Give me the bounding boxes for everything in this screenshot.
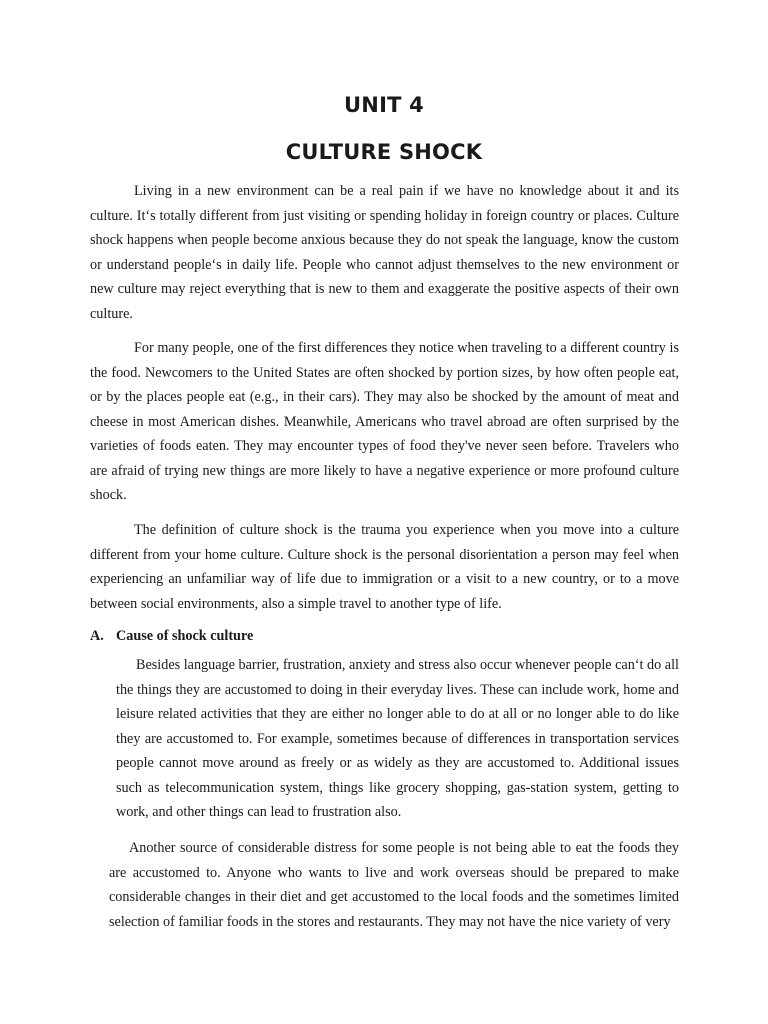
section-a-paragraph-1-text: Besides language barrier, frustration, anxiety and stress also occur whenever people can‘t do all the things they are accustomed to doing in their everyday lives. These can include work, home and leisure related activities that they are either no longer able to do at all or no longer able to do like they are accustomed to. For example, sometimes because of differences in transportation services people cannot move around as freely or as widely as they are accustomed to. Additional issues such as telecommunication system, things like grocery shopping, gas-station system, getting to work, and other things can lead to frustration also. — [116, 657, 679, 820]
body-paragraph-3 — [90, 518, 679, 616]
section-a-paragraph-1 — [116, 653, 679, 825]
section-a-paragraph-2-text: Another source of considerable distress for some people is not being able to eat the foods they are accustomed to. Anyone who wants to live and work overseas should be prepared to make considerable changes in their diet and get accustomed to the local foods and the sometimes limited selection of familiar foods in the stores and restaurants. They may not have the nice variety of very — [109, 840, 679, 930]
section-a-heading — [90, 628, 253, 645]
body-paragraph-2 — [90, 336, 679, 508]
section-a-paragraph-2 — [109, 836, 679, 934]
body-paragraph-2-text: For many people, one of the first differences they notice when traveling to a different country is the food. Newcomers to the United States are often shocked by portion sizes, by how often people eat, or by the places people eat (e.g., in their cars). They may also be shocked by the amount of meat and cheese in most American dishes. Meanwhile, Americans who travel abroad are often surprised by the varieties of foods eaten. They may encounter types of food they've never seen before. Travelers who are afraid of trying new things are more likely to have a negative experience or more profound culture shock. — [90, 340, 679, 503]
chapter-title: CULTURE SHOCK — [285, 140, 483, 164]
section-a-title: Cause of shock culture — [116, 628, 254, 644]
unit-heading: UNIT 4 — [344, 93, 424, 117]
section-a-letter: A. — [90, 628, 104, 644]
body-paragraph-3-text: The definition of culture shock is the trauma you experience when you move into a culture different from your home culture. Culture shock is the personal disorientation a person may feel when experiencing an unfamiliar way of life due to immigration or a visit to a new country, or to a move between social environments, also a simple travel to another type of life. — [90, 522, 679, 612]
body-paragraph-1-text: Living in a new environment can be a real pain if we have no knowledge about it and its culture. It‘s totally different from just visiting or spending holiday in foreign country or places. Culture shock happens when people become anxious because they do not speak the language, know the custom or understand people‘s in daily life. People who cannot adjust themselves to the new environment or new culture may reject everything that is new to them and exaggerate the positive aspects of their own culture. — [90, 183, 679, 322]
body-paragraph-1 — [90, 179, 679, 326]
